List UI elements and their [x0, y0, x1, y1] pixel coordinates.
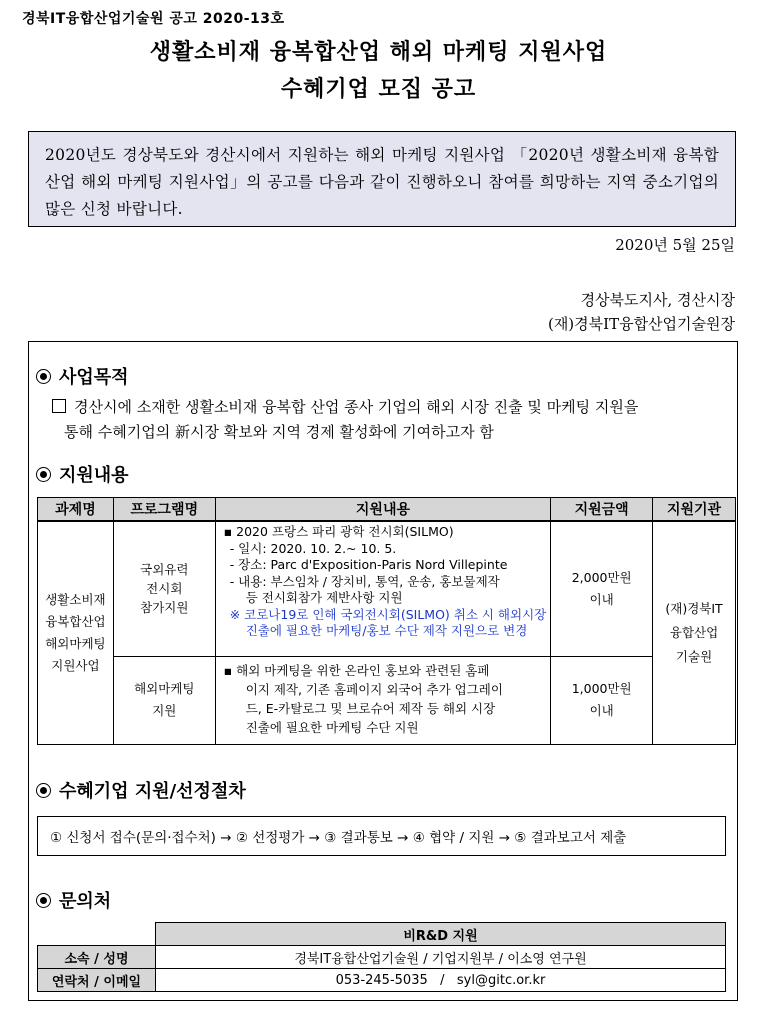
table-row [38, 521, 736, 656]
purpose-line1: 경산시에 소재한 생활소비재 융복합 산업 종사 기업의 해외 시장 진출 및 마케팅 지원을 [74, 398, 639, 416]
support-content-cell [215, 656, 551, 744]
checkbox-square-icon [52, 399, 66, 413]
program-name-line: 국외유력 [140, 562, 189, 578]
content-line: - 일시: 2020. 10. 2.~ 10. 5. [229, 540, 397, 556]
contact-header: 비R&D 지원 [156, 923, 726, 946]
content-line: 등 전시회참가 제반사항 지원 [245, 590, 403, 605]
agency-line: 기술원 [675, 648, 713, 664]
phone-email-label: 연락처 / 이메일 [38, 969, 156, 992]
affiliation-label: 소속 / 성명 [38, 946, 156, 969]
amount-line: 1,000만원 [571, 681, 632, 696]
process-box [37, 816, 726, 856]
issuer-line2: (재)경북IT융합산업기술원장 [547, 315, 735, 333]
section-process-heading: 수혜기업 지원/선정절차 [59, 781, 246, 802]
phone-email-value: 053-245-5035 / syl@gitc.or.kr [156, 969, 726, 992]
agency-line: (재)경북IT [665, 600, 723, 616]
purpose-text [52, 395, 732, 445]
section-process [36, 777, 246, 803]
issuer-line1: 경상북도지사, 경산시장 [580, 291, 735, 309]
section-support [36, 461, 129, 487]
table-row [38, 656, 736, 744]
program-name-cell [113, 521, 215, 656]
program-name-line: 지원 [152, 703, 177, 718]
support-table [37, 497, 736, 745]
amount-line: 이내 [589, 703, 614, 718]
bullet-icon [36, 783, 51, 798]
process-text: ① 신청서 접수(문의·접수처) → ② 선정평가 → ③ 결과통보 → ④ 협약 / 지원 → ⑤ 결과보고서 제출 [50, 830, 627, 846]
section-contact [36, 887, 111, 913]
project-name-line: 해외마케팅 [45, 635, 106, 651]
program-name-line: 참가지원 [140, 600, 189, 616]
intro-text: 2020년도 경상북도와 경산시에서 지원하는 해외 마케팅 지원사업 「2020년 생활소비재 융복합산업 해외 마케팅 지원사업」의 공고를 다음과 같이 진행하오니 참여를 희망하는 지역 중소기업의 많은 신청 바랍니다. [45, 146, 719, 218]
section-support-heading: 지원내용 [59, 465, 129, 486]
table-row [38, 923, 726, 946]
program-name-cell [113, 656, 215, 744]
affiliation-value: 경북IT융합산업기술원 / 기업지원부 / 이소영 연구원 [156, 946, 726, 969]
amount-cell [551, 521, 653, 656]
support-content-cell [215, 521, 551, 656]
content-line: ▪ 해외 마케팅을 위한 온라인 홍보와 관련된 홈페 [223, 662, 490, 678]
bullet-icon [36, 369, 51, 384]
project-name-line: 지원사업 [51, 657, 100, 673]
column-header: 지원기관 [653, 498, 736, 522]
page-title-line2: 수혜기업 모집 공고 [280, 77, 477, 102]
column-header: 지원금액 [551, 498, 653, 522]
bullet-icon [36, 467, 51, 482]
amount-line: 이내 [589, 591, 614, 607]
covid-note-line: ※ 코로나19로 인해 국외전시회(SILMO) 취소 시 해외시장 [229, 606, 547, 622]
amount-cell [551, 656, 653, 744]
agency-line: 융합산업 [669, 624, 719, 640]
column-header: 프로그램명 [113, 498, 215, 522]
column-header: 과제명 [38, 498, 114, 522]
content-line: 이지 제작, 기존 홈페이지 외국어 추가 업그레이 [245, 681, 503, 697]
notice-number: 경북IT융합산업기술원 공고 2020-13호 [22, 11, 285, 27]
purpose-line2: 통해 수혜기업의 新시장 확보와 지역 경제 활성화에 기여하고자 함 [64, 423, 494, 441]
content-line: ▪ 2020 프랑스 파리 광학 전시회(SILMO) [223, 524, 454, 539]
content-line: 드, E-카탈로그 및 브로슈어 제작 등 해외 시장 [245, 700, 496, 716]
intro-box [28, 131, 736, 227]
content-line: - 장소: Parc d'Exposition-Paris Nord Villepinte [229, 557, 508, 572]
program-name-line: 전시회 [146, 581, 183, 597]
section-purpose-heading: 사업목적 [59, 367, 129, 388]
column-header: 지원내용 [215, 498, 551, 522]
amount-line: 2,000만원 [571, 569, 632, 585]
project-name-cell [38, 521, 114, 744]
content-line: - 내용: 부스임차 / 장치비, 통역, 운송, 홍보물제작 [229, 573, 500, 589]
agency-cell [653, 521, 736, 744]
page-title-line1: 생활소비재 융복합산업 해외 마케팅 지원사업 [149, 40, 608, 65]
bullet-icon [36, 893, 51, 908]
table-row [38, 969, 726, 992]
section-purpose [36, 363, 129, 389]
project-name-line: 융복합산업 [45, 613, 106, 629]
notice-date: 2020년 5월 25일 [615, 236, 735, 254]
table-header-row [38, 498, 736, 522]
table-row [38, 946, 726, 969]
covid-note-line: 진출에 필요한 마케팅/홍보 수단 제작 지원으로 변경 [245, 623, 528, 638]
program-name-line: 해외마케팅 [134, 681, 195, 696]
contact-table [37, 922, 726, 992]
project-name-line: 생활소비재 [45, 591, 106, 607]
section-contact-heading: 문의처 [59, 891, 112, 912]
content-line: 진출에 필요한 마케팅 수단 지원 [245, 719, 419, 735]
empty-corner-cell [38, 923, 156, 946]
